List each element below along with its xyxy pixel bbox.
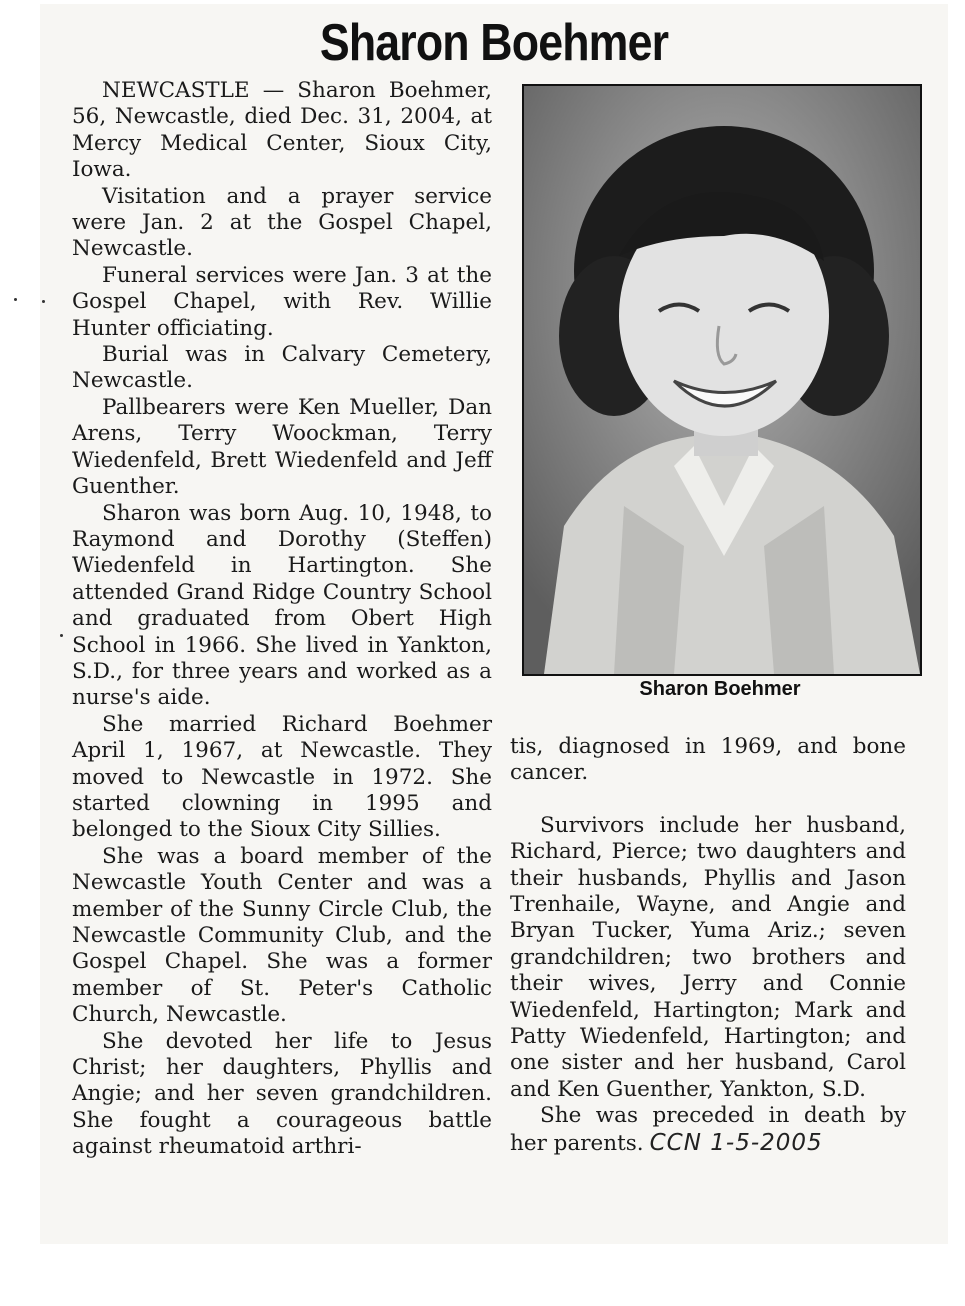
paragraph-intro: NEWCASTLE — Sharon Boehmer, 56, Newcastle, died Dec. 31, 2004, at Mercy Medical Center, Sioux City, Iowa. (72, 78, 492, 183)
scan-speck (14, 298, 17, 301)
portrait-photo (522, 84, 922, 676)
photo-caption: Sharon Boehmer (639, 678, 801, 700)
obituary-column-2 (510, 734, 906, 1157)
paragraph-marriage: She married Richard Boehmer April 1, 1967, at Newcastle. They moved to Newcastle in 1972. She started clowning in 1995 and belonged to the Sioux City Sillies. (72, 711, 492, 843)
scan-speck (42, 300, 45, 303)
paragraph-preceded (510, 1103, 906, 1157)
handwritten-date-note: CCN 1-5-2005 (649, 1129, 823, 1156)
paragraph-pallbearers: Pallbearers were Ken Mueller, Dan Arens, Terry Woockman, Terry Wiedenfeld, Brett Wiedenfeld and Jeff Guenther. (72, 394, 492, 500)
paragraph-burial: Burial was in Calvary Cemetery, Newcastle. (72, 342, 492, 394)
paragraph-funeral: Funeral services were Jan. 3 at the Gospel Chapel, with Rev. Willie Hunter officiating. (72, 262, 492, 341)
paragraph-visitation: Visitation and a prayer service were Jan. 2 at the Gospel Chapel, Newcastle. (72, 183, 492, 262)
obituary-headline: Sharon Boehmer (319, 14, 669, 72)
preceded-text: She was preceded in death by her parents. (510, 1103, 906, 1156)
scan-speck (60, 634, 63, 637)
obituary-column-1 (72, 78, 492, 1161)
paragraph-biography: Sharon was born Aug. 10, 1948, to Raymond and Dorothy (Steffen) Wiedenfeld in Hartington. She attended Grand Ridge Country School and graduated from Obert High School in 1966. She lived in Yankton, S.D., for three years and worked as a nurse's aide. (72, 500, 492, 711)
paragraph-survivors: Survivors include her husband, Richard, Pierce; two daughters and their husbands, Phyllis and Jason Trenhaile, Wayne, and Angie and Bryan Tucker, Yuma Ariz.; seven grandchildren; two brothers and their wives, Jerry and Connie Wiedenfeld, Hartington; Mark and Patty Wiedenfeld, Hartington; and one sister and her husband, Carol and Ken Guenther, Yankton, S.D. (510, 812, 906, 1102)
paragraph-memberships: She was a board member of the Newcastle Youth Center and was a member of the Sunny Circle Club, the Newcastle Community Club, and the Gospel Chapel. She was a former member of St. Peter's Catholic Church, Newcastle. (72, 843, 492, 1028)
portrait-illustration (524, 86, 920, 674)
paragraph-continuation: tis, diagnosed in 1969, and bone cancer. (510, 734, 906, 786)
paragraph-devotion: She devoted her life to Jesus Christ; her daughters, Phyllis and Angie; and her seven grandchildren. She fought a courageous battle against rheumatoid arthri- (72, 1028, 492, 1160)
